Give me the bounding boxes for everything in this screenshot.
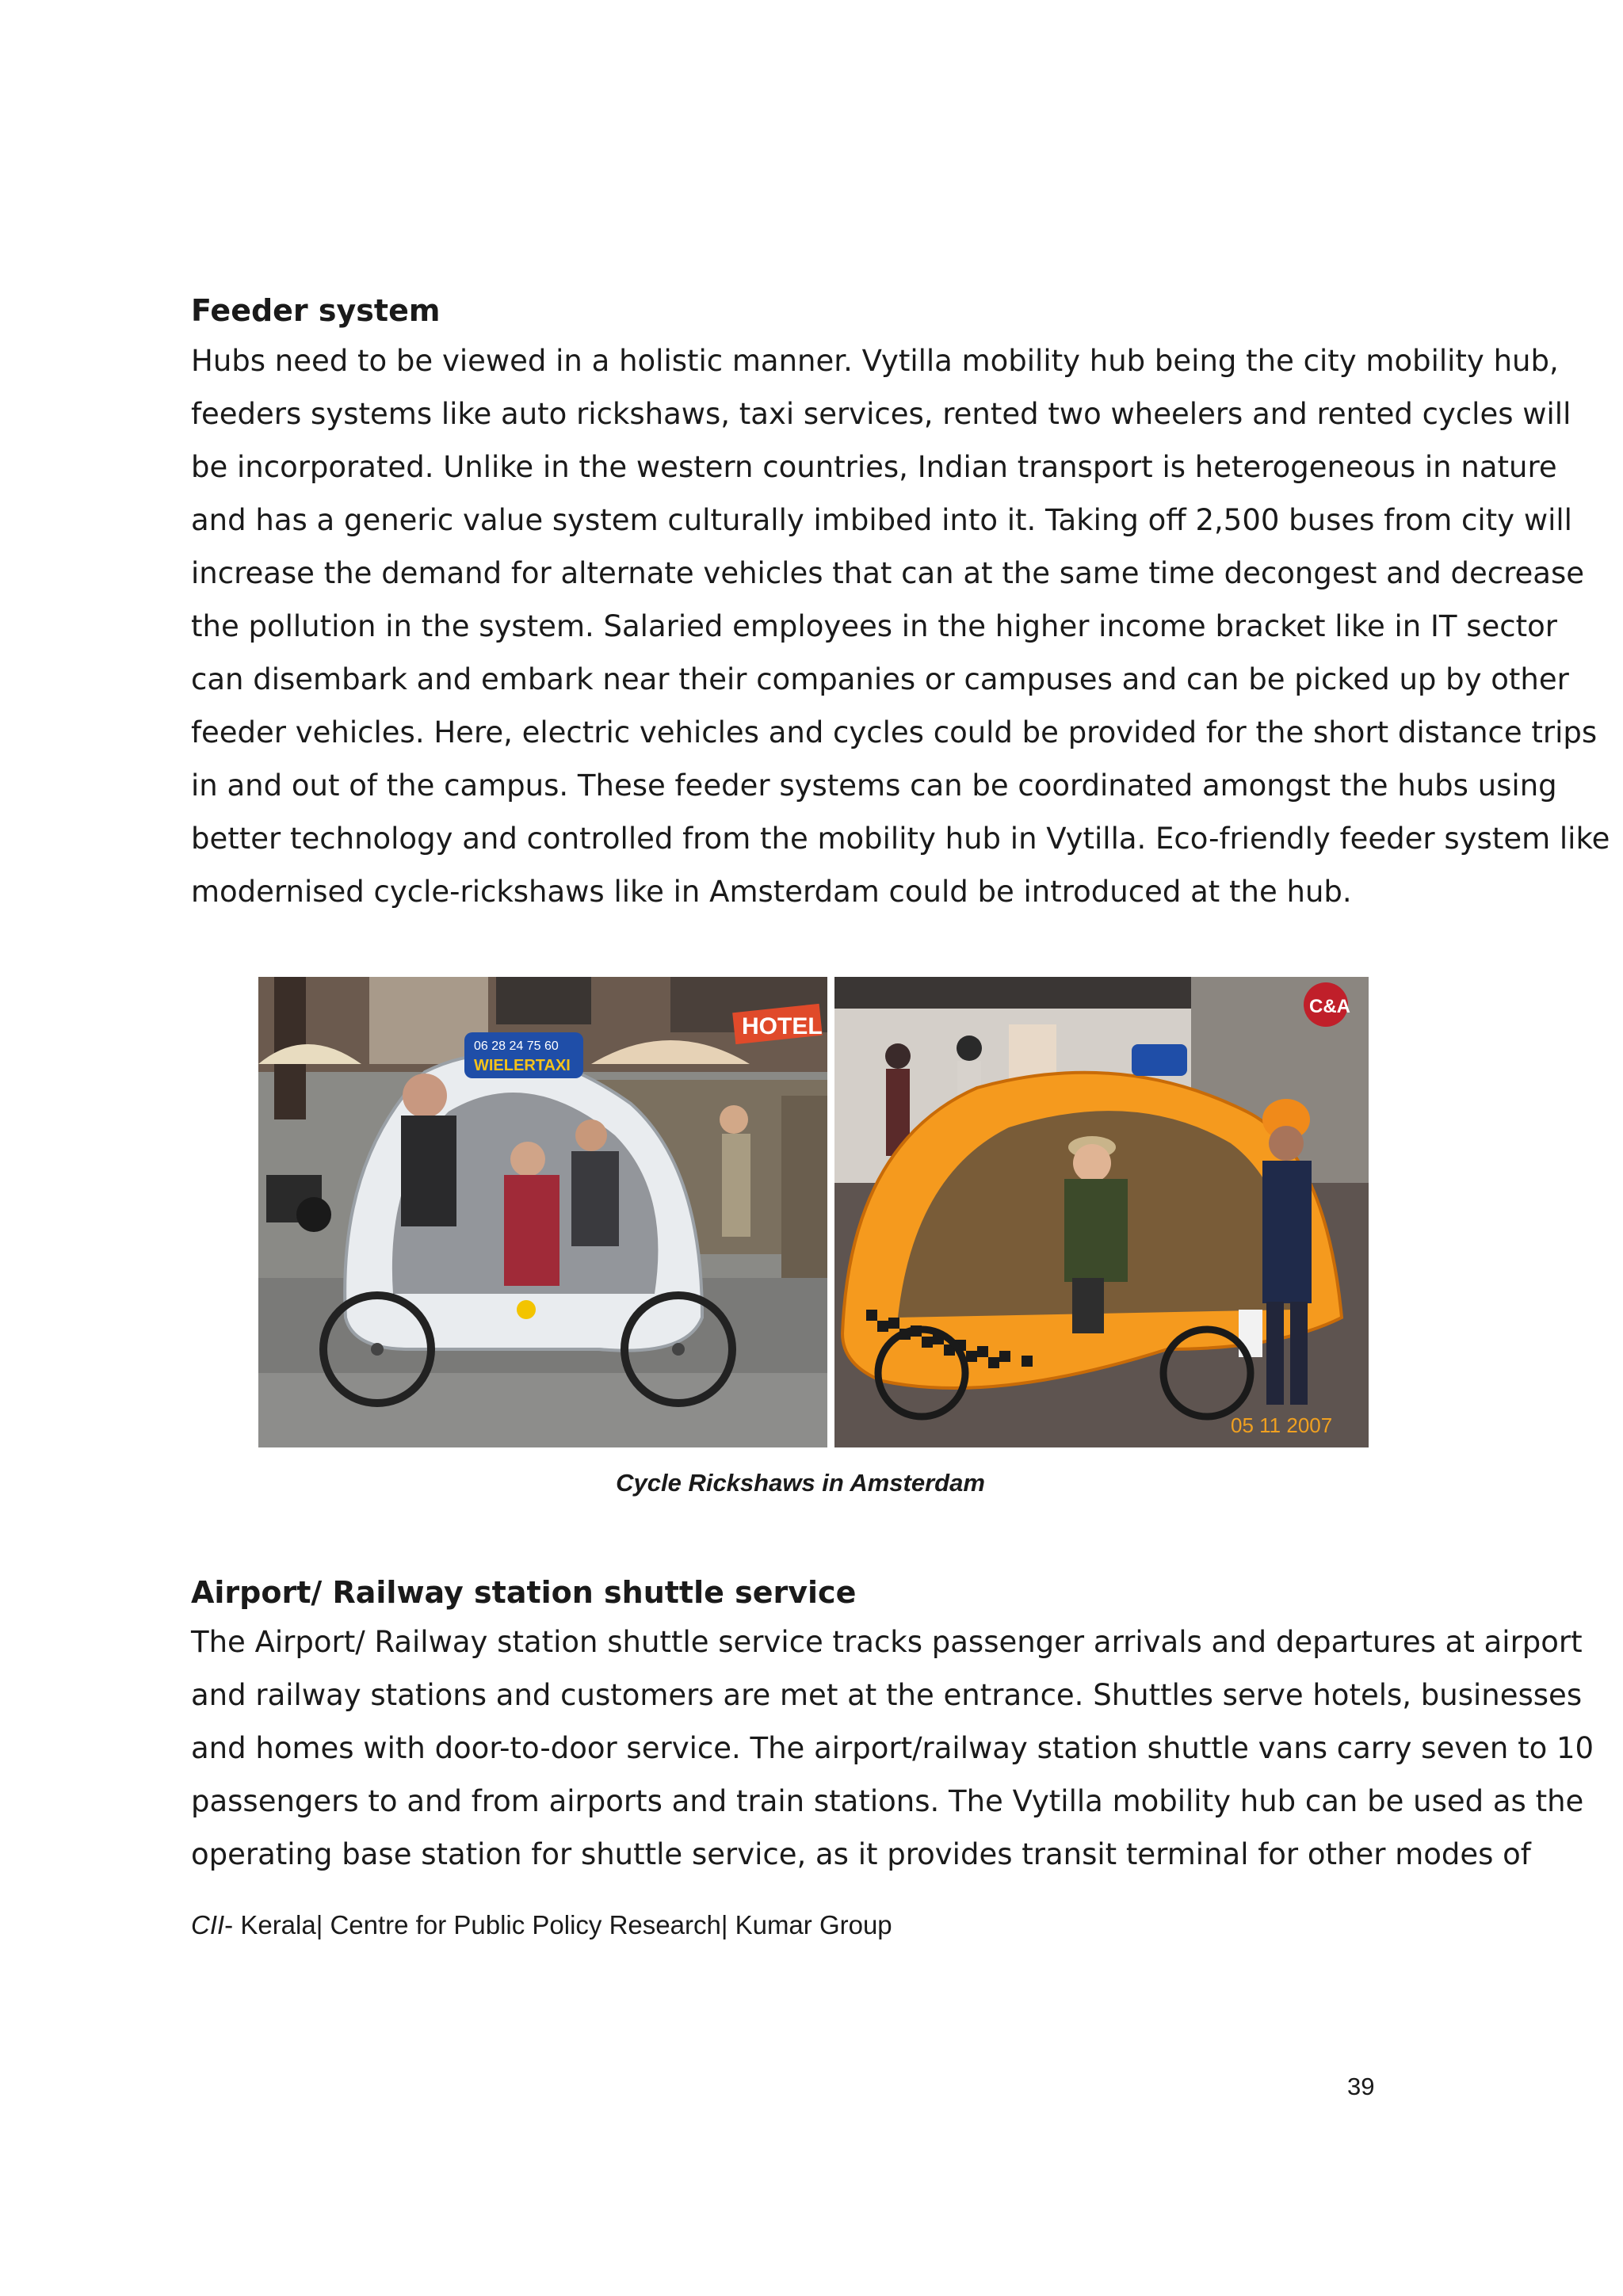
photo-orange-cycle-rickshaw-image (834, 977, 1369, 1447)
footer-org-text: - Kerala| Centre for Public Policy Research| Kumar Group (224, 1910, 892, 1939)
page-number: 39 (1347, 2073, 1375, 2100)
shop-sign: HOTEL (742, 1013, 823, 1039)
section-heading-feeder-system: Feeder system (191, 293, 441, 328)
paragraph-line: better technology and controlled from the mobility hub in Vytilla. Eco-friendly feeder system like (191, 822, 1610, 856)
paragraph-line: and has a generic value system culturally imbibed into it. Taking off 2,500 buses from city will (191, 503, 1572, 537)
photo-orange-cycle-rickshaw (834, 977, 1369, 1447)
paragraph-line: and railway stations and customers are met at the entrance. Shuttles serve hotels, businesses (191, 1678, 1583, 1712)
paragraph-line: The Airport/ Railway station shuttle service tracks passenger arrivals and departures at airport (191, 1625, 1583, 1659)
paragraph-line: operating base station for shuttle service, as it provides transit terminal for other modes of (191, 1837, 1531, 1871)
paragraph-line: the pollution in the system. Salaried employees in the higher income bracket like in IT sector (191, 609, 1558, 643)
photo-white-cycle-rickshaw (258, 977, 827, 1447)
photo-date-stamp: 05 11 2007 (1231, 1413, 1333, 1437)
paragraph-line: modernised cycle-rickshaws like in Amsterdam could be introduced at the hub. (191, 875, 1352, 909)
paragraph-line: in and out of the campus. These feeder systems can be coordinated amongst the hubs using (191, 769, 1557, 803)
photo-white-cycle-rickshaw-image (258, 977, 827, 1447)
paragraph-feeder-system (191, 334, 1610, 918)
paragraph-line: can disembark and embark near their companies or campuses and can be picked up by other (191, 662, 1569, 696)
paragraph-line: Hubs need to be viewed in a holistic manner. Vytilla mobility hub being the city mobility hub, (191, 344, 1559, 378)
paragraph-line: and homes with door-to-door service. The airport/railway station shuttle vans carry seven to 10 (191, 1731, 1594, 1765)
paragraph-shuttle-service (191, 1615, 1594, 1881)
paragraph-line: feeder vehicles. Here, electric vehicles and cycles could be provided for the short distance trips (191, 715, 1598, 749)
taxi-phone: 06 28 24 75 60 (474, 1039, 559, 1053)
section-heading-shuttle-service: Airport/ Railway station shuttle service (191, 1575, 857, 1610)
page-footer (191, 1908, 892, 1943)
paragraph-line: increase the demand for alternate vehicles that can at the same time decongest and decrease (191, 556, 1584, 590)
paragraph-line: feeders systems like auto rickshaws, taxi services, rented two wheelers and rented cycles will (191, 397, 1571, 431)
footer-org-abbrev: CII (191, 1910, 225, 1939)
paragraph-line: passengers to and from airports and train stations. The Vytilla mobility hub can be used as the (191, 1784, 1584, 1818)
paragraph-line: be incorporated. Unlike in the western countries, Indian transport is heterogeneous in nature (191, 450, 1557, 484)
taxi-sign: WIELERTAXI (474, 1057, 571, 1074)
brand-logo: C&A (1309, 996, 1350, 1017)
figure-caption: Cycle Rickshaws in Amsterdam (616, 1469, 985, 1497)
